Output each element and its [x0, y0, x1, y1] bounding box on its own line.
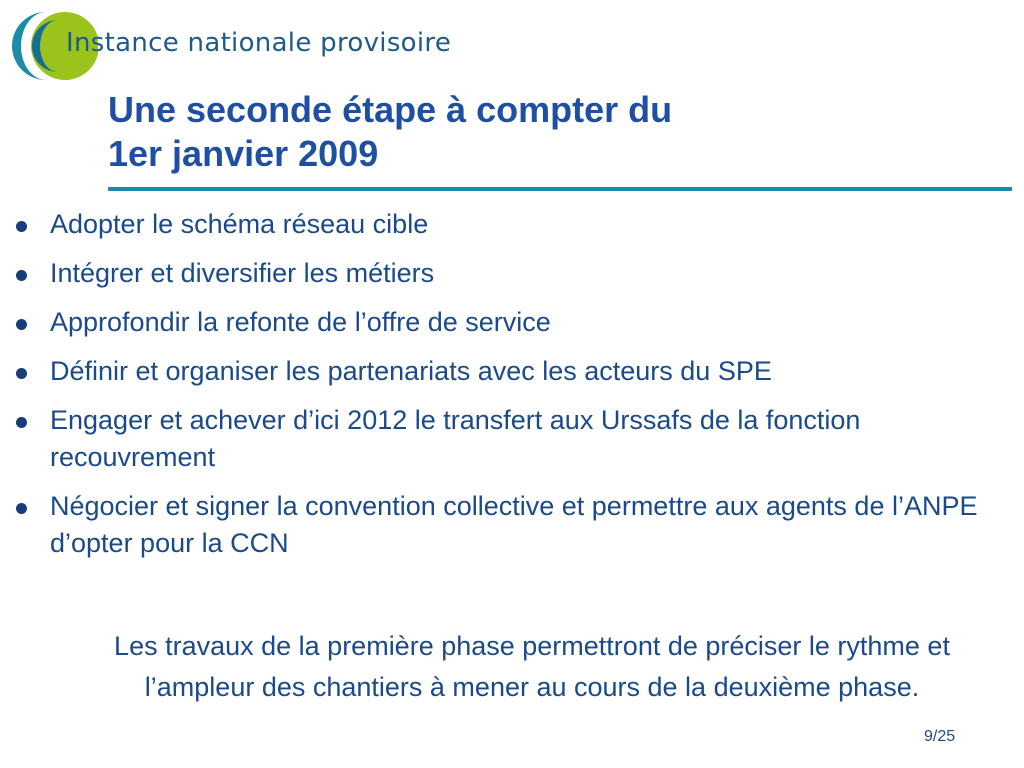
bullet-text: Adopter le schéma réseau cible	[50, 209, 429, 239]
bullet-text: Engager et achever d’ici 2012 le transfert aux Urssafs de la fonction recouvrement	[50, 405, 861, 472]
bullet-item	[14, 206, 1004, 243]
bullet-dot-icon	[16, 417, 27, 428]
bullet-dot-icon	[16, 221, 27, 232]
closing-note: Les travaux de la première phase permettront de préciser le rythme et l’ampleur des chantiers à mener au cours de la deuxième phase.	[114, 631, 950, 702]
slide-title	[108, 88, 672, 176]
slide-title-line-1: Une seconde étape à compter du	[108, 89, 673, 130]
slide-title-line-2: 1er janvier 2009	[108, 133, 379, 174]
org-name: Instance nationale provisoire	[66, 28, 452, 58]
bullet-text: Définir et organiser les partenariats avec les acteurs du SPE	[50, 356, 772, 386]
bullet-item	[14, 488, 1004, 562]
bullet-item	[14, 255, 1004, 292]
bullet-item	[14, 402, 1004, 476]
bullet-item	[14, 304, 1004, 341]
bullet-text: Intégrer et diversifier les métiers	[50, 258, 435, 288]
page-number: 9/25	[924, 728, 956, 745]
bullet-dot-icon	[16, 368, 27, 379]
bullet-text: Négocier et signer la convention collective et permettre aux agents de l’ANPE d’opter pour la CCN	[50, 491, 978, 558]
title-divider	[108, 187, 1012, 191]
bullet-list	[14, 206, 1004, 574]
bullet-dot-icon	[16, 319, 27, 330]
bullet-item	[14, 353, 1004, 390]
bullet-dot-icon	[16, 503, 27, 514]
bullet-text: Approfondir la refonte de l’offre de service	[50, 307, 551, 337]
bullet-dot-icon	[16, 270, 27, 281]
